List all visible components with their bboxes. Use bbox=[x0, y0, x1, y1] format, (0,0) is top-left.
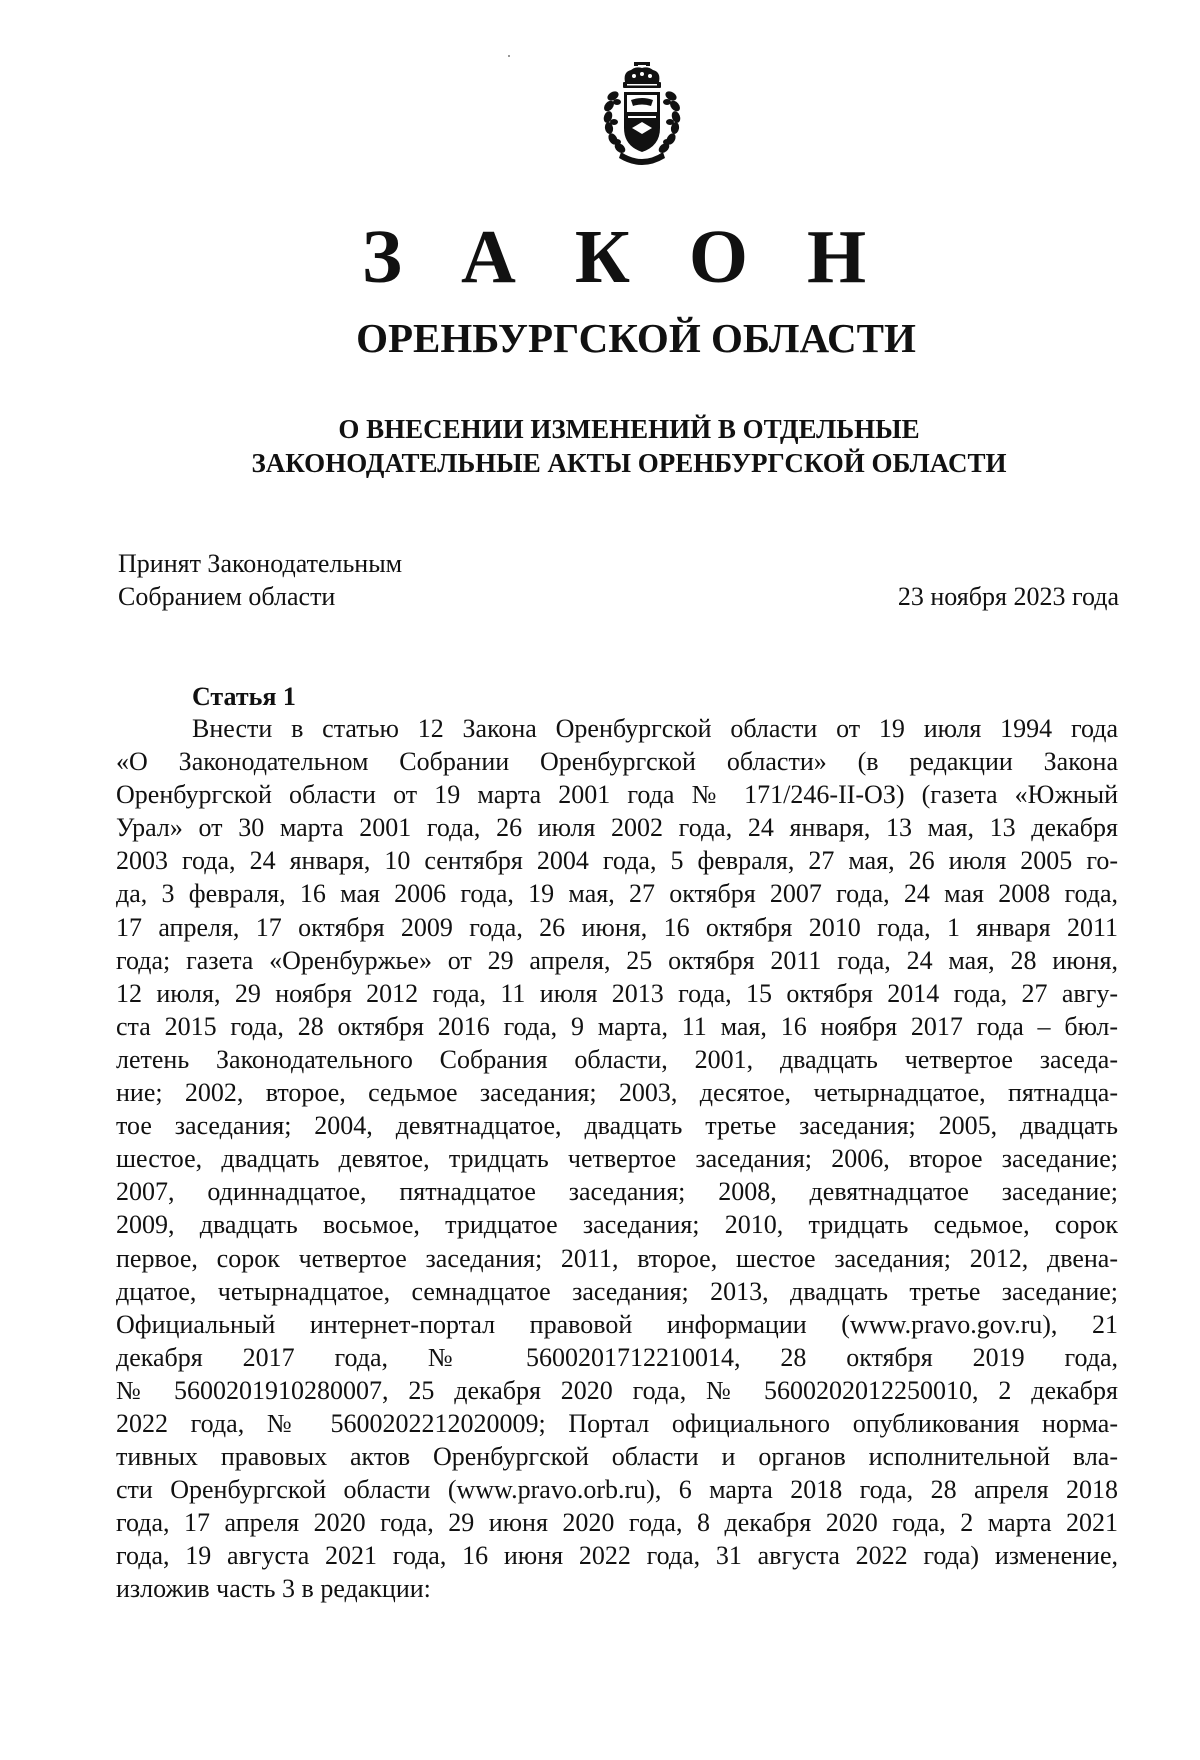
body-line: декабря 2017 года, № 5600201712210014, 28 октября 2019 года, bbox=[116, 1342, 1118, 1372]
body-line: Оренбургской области от 19 марта 2001 года № 171/246-II-ОЗ) (газета «Южный bbox=[116, 780, 1118, 810]
body-line: дцатое, четырнадцатое, семнадцатое заседания; 2013, двадцать третье заседание; bbox=[116, 1276, 1118, 1306]
subject-line: ЗАКОНОДАТЕЛЬНЫЕ АКТЫ ОРЕНБУРГСКОЙ ОБЛАСТИ bbox=[251, 448, 1007, 478]
body-line: Внести в статью 12 Закона Оренбургской области от 19 июля 1994 года bbox=[192, 714, 1118, 743]
body-line: 12 июля, 29 ноября 2012 года, 11 июля 2013 года, 15 октября 2014 года, 27 авгу- bbox=[116, 978, 1118, 1008]
article-heading: Статья 1 bbox=[192, 682, 296, 711]
law-region: ОРЕНБУРГСКОЙ ОБЛАСТИ bbox=[356, 315, 916, 361]
body-line: Урал» от 30 марта 2001 года, 26 июля 2002 года, 24 января, 13 мая, 13 декабря bbox=[116, 813, 1118, 843]
body-line: шестое, двадцать девятое, тридцать четвертое заседания; 2006, второе заседание; bbox=[116, 1144, 1118, 1174]
body-line: тое заседания; 2004, девятнадцатое, двадцать третье заседания; 2005, двадцать bbox=[116, 1111, 1118, 1141]
body-line: 2007, одиннадцатое, пятнадцатое заседания; 2008, девятнадцатое заседание; bbox=[116, 1177, 1118, 1207]
body-line: первое, сорок четвертое заседания; 2011, второе, шестое заседания; 2012, двена- bbox=[116, 1243, 1118, 1273]
body-line: 2022 года, № 5600202212020009; Портал официального опубликования норма- bbox=[116, 1408, 1118, 1438]
body-line: года, 19 августа 2021 года, 16 июня 2022 года, 31 августа 2022 года) изменение, bbox=[116, 1541, 1118, 1571]
body-line: 17 апреля, 17 октября 2009 года, 26 июня, 16 октября 2010 года, 1 января 2011 bbox=[116, 912, 1118, 942]
body-line: ста 2015 года, 28 октября 2016 года, 9 марта, 11 мая, 16 ноября 2017 года – бюл- bbox=[116, 1011, 1118, 1041]
adopted-date: 23 ноября 2023 года bbox=[897, 582, 1119, 611]
adopted-line: Принят Законодательным bbox=[118, 549, 403, 578]
scan-speck bbox=[508, 55, 510, 57]
law-title: З А К О Н bbox=[361, 215, 887, 299]
adopted-line: Собранием области bbox=[118, 582, 336, 611]
body-line: изложив часть 3 в редакции: bbox=[116, 1574, 431, 1604]
body-line: летень Законодательного Собрания области, 2001, двадцать четвертое заседа- bbox=[116, 1044, 1118, 1074]
body-line: 2003 года, 24 января, 10 сентября 2004 года, 5 февраля, 27 мая, 26 июля 2005 го- bbox=[116, 846, 1118, 876]
body-line: сти Оренбургской области (www.pravo.orb.ru), 6 марта 2018 года, 28 апреля 2018 bbox=[116, 1475, 1118, 1505]
subject-line: О ВНЕСЕНИИ ИЗМЕНЕНИЙ В ОТДЕЛЬНЫЕ bbox=[338, 414, 920, 444]
body-line: года, 17 апреля 2020 года, 29 июня 2020 года, 8 декабря 2020 года, 2 марта 2021 bbox=[116, 1508, 1118, 1538]
body-line: ние; 2002, второе, седьмое заседания; 2003, десятое, четырнадцатое, пятнадца- bbox=[116, 1078, 1118, 1108]
coat-of-arms-emblem bbox=[601, 62, 683, 166]
body-line: № 5600201910280007, 25 декабря 2020 года, № 5600202012250010, 2 декабря bbox=[116, 1375, 1118, 1405]
body-line: года; газета «Оренбуржье» от 29 апреля, 25 октября 2011 года, 24 мая, 28 июня, bbox=[116, 945, 1118, 975]
article-body bbox=[116, 712, 1118, 1606]
body-line: Официальный интернет-портал правовой информации (www.pravo.gov.ru), 21 bbox=[116, 1309, 1118, 1339]
law-subject bbox=[0, 412, 1200, 480]
adopted-by bbox=[118, 547, 402, 613]
body-line: «О Законодательном Собрании Оренбургской области» (в редакции Закона bbox=[116, 747, 1118, 777]
body-line: 2009, двадцать восьмое, тридцатое заседания; 2010, тридцать седьмое, сорок bbox=[116, 1210, 1118, 1240]
body-line: тивных правовых актов Оренбургской области и органов исполнительной вла- bbox=[116, 1442, 1118, 1472]
body-line: да, 3 февраля, 16 мая 2006 года, 19 мая, 27 октября 2007 года, 24 мая 2008 года, bbox=[116, 879, 1118, 909]
